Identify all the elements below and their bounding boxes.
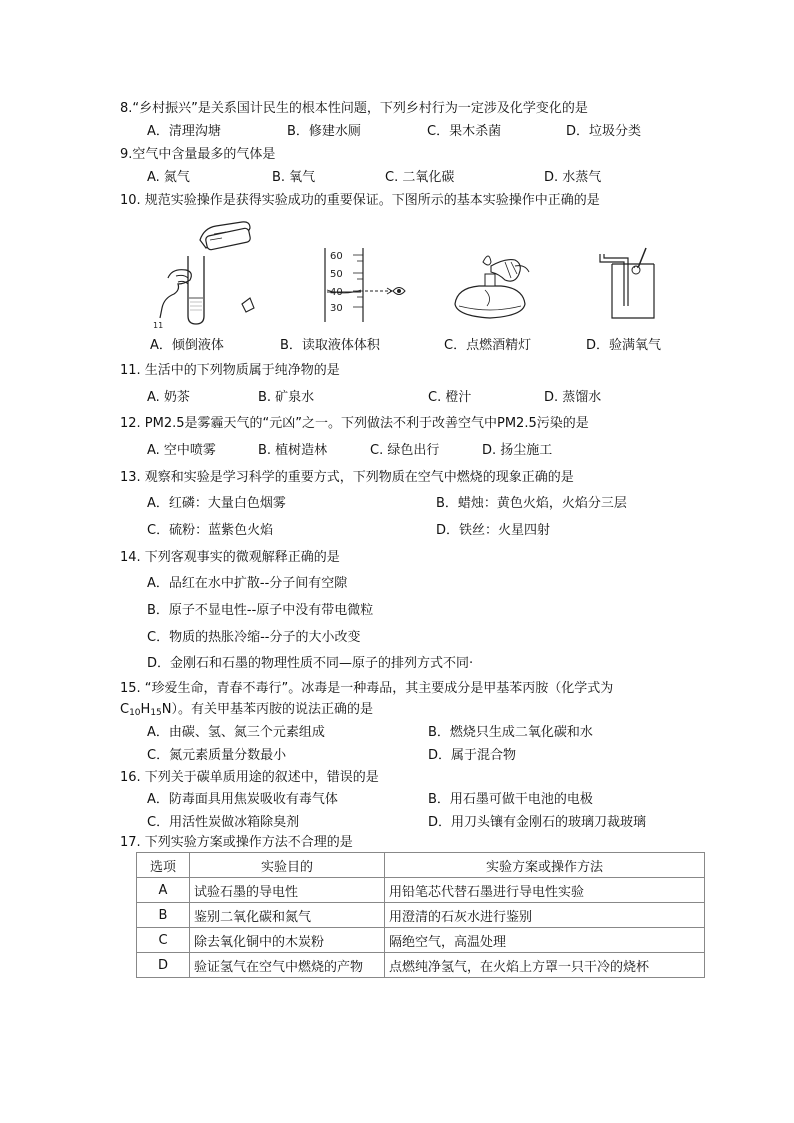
question-9-stem: 9.空气中含量最多的气体是 [120, 147, 276, 162]
q16-option-d: D．用刀头镶有金刚石的玻璃刀裁玻璃 [428, 815, 647, 830]
row-c-purpose: 除去氧化铜中的木炭粉 [190, 928, 385, 953]
scale-30: 30 [330, 303, 343, 314]
q15-option-b: B．燃烧只生成二氧化碳和水 [428, 725, 593, 740]
question-8-stem: 8.“乡村振兴”是关系国计民生的根本性问题，下列乡村行为一定涉及化学变化的是 [120, 101, 588, 116]
q11-option-b: B. 矿泉水 [258, 390, 315, 405]
question-14-stem: 14. 下列客观事实的微观解释正确的是 [120, 550, 340, 565]
question-13-stem: 13. 观察和实验是学习科学的重要方式，下列物质在空气中燃烧的现象正确的是 [120, 470, 574, 485]
row-d-purpose: 验证氢气在空气中燃烧的产物 [190, 953, 385, 978]
q8-option-d: D．垃圾分类 [566, 124, 642, 139]
experiment-table [136, 852, 705, 978]
formula-c-sub: 10 [129, 708, 141, 718]
formula-h-sub: 15 [150, 708, 162, 718]
scale-60: 60 [330, 251, 343, 262]
q10-option-b: B．读取液体体积 [280, 338, 380, 353]
question-17-stem: 17. 下列实验方案或操作方法不合理的是 [120, 835, 353, 850]
question-12-stem: 12. PM2.5是雾霾天气的“元凶”之一。下列做法不利于改善空气中PM2.5污染的是 [120, 416, 589, 431]
q16-option-a: A．防毒面具用焦炭吸收有毒气体 [147, 792, 338, 807]
row-a-option: A [137, 878, 190, 903]
q16-option-c: C．用活性炭做冰箱除臭剂 [147, 815, 300, 830]
row-d-option: D [137, 953, 190, 978]
q9-option-c: C. 二氧化碳 [385, 170, 455, 185]
q14-option-a: A．品红在水中扩散--分子间有空隙 [147, 576, 348, 591]
row-a-method: 用铅笔芯代替石墨进行导电性实验 [385, 878, 705, 903]
q11-option-d: D. 蒸馏水 [544, 390, 602, 405]
pour-liquid-figure [150, 218, 270, 330]
q13-option-d: D．铁丝：火星四射 [436, 523, 551, 538]
header-option: 选项 [137, 853, 190, 878]
q11-option-c: C. 橙汁 [428, 390, 472, 405]
header-purpose: 实验目的 [190, 853, 385, 878]
row-c-option: C [137, 928, 190, 953]
question-15-stem-rest: ）。有关甲基苯丙胺的说法正确的是 [171, 702, 374, 717]
q12-option-c: C. 绿色出行 [370, 443, 440, 458]
question-16-stem: 16. 下列关于碳单质用途的叙述中，错误的是 [120, 770, 379, 785]
table-row [137, 953, 705, 978]
q9-option-a: A. 氮气 [147, 170, 190, 185]
q13-option-b: B．蜡烛：黄色火焰，火焰分三层 [436, 496, 627, 511]
gas-bottle-figure [598, 246, 668, 322]
q10-option-a: A．倾倒液体 [150, 338, 224, 353]
row-a-purpose: 试验石墨的导电性 [190, 878, 385, 903]
q8-option-a: A．清理沟塘 [147, 124, 221, 139]
scale-50: 50 [330, 269, 343, 280]
q8-option-b: B．修建水厕 [287, 124, 361, 139]
row-c-method: 隔绝空气，高温处理 [385, 928, 705, 953]
q9-option-d: D. 水蒸气 [544, 170, 602, 185]
formula-h: H [140, 702, 151, 717]
table-row [137, 903, 705, 928]
q11-option-a: A. 奶茶 [147, 390, 190, 405]
alcohol-lamp-figure [445, 244, 545, 324]
question-15-stem-line2 [120, 702, 373, 721]
q13-option-a: A．红磷：大量白色烟雾 [147, 496, 286, 511]
row-b-option: B [137, 903, 190, 928]
q14-option-c: C．物质的热胀冷缩--分子的大小改变 [147, 630, 361, 645]
row-b-purpose: 鉴别二氧化碳和氮气 [190, 903, 385, 928]
figure-a-small-mark: 11 [153, 321, 164, 330]
table-row [137, 928, 705, 953]
question-15-stem-line1: 15. “珍爱生命，青春不毒行”。冰毒是一种毒品，其主要成分是甲基苯丙胺（化学式为 [120, 681, 614, 696]
q14-option-b: B．原子不显电性--原子中没有带电微粒 [147, 603, 374, 618]
scale-40: 40 [330, 287, 343, 298]
q15-option-a: A．由碳、氢、氮三个元素组成 [147, 725, 325, 740]
table-header-row [137, 853, 705, 878]
q15-option-d: D．属于混合物 [428, 748, 517, 763]
q15-option-c: C．氮元素质量分数最小 [147, 748, 287, 763]
q13-option-c: C．硫粉：蓝紫色火焰 [147, 523, 274, 538]
header-method: 实验方案或操作方法 [385, 853, 705, 878]
q14-option-d: D．金刚石和石墨的物理性质不同—原子的排列方式不同· [147, 656, 474, 671]
cylinder-reading-figure [315, 246, 415, 322]
q8-option-c: C．果木杀菌 [427, 124, 502, 139]
q16-option-b: B．用石墨可做干电池的电极 [428, 792, 593, 807]
row-b-method: 用澄清的石灰水进行鉴别 [385, 903, 705, 928]
table-row [137, 878, 705, 903]
row-d-method: 点燃纯净氢气，在火焰上方罩一只干冷的烧杯 [385, 953, 705, 978]
q10-option-d: D．验满氧气 [586, 338, 662, 353]
q12-option-b: B. 植树造林 [258, 443, 328, 458]
q12-option-a: A. 空中喷雾 [147, 443, 216, 458]
q12-option-d: D. 扬尘施工 [482, 443, 553, 458]
q10-option-c: C．点燃酒精灯 [444, 338, 532, 353]
question-11-stem: 11. 生活中的下列物质属于纯净物的是 [120, 363, 340, 378]
formula-n: N [161, 702, 172, 717]
q9-option-b: B. 氧气 [272, 170, 316, 185]
formula-c: C [120, 702, 130, 717]
question-10-stem: 10. 规范实验操作是获得实验成功的重要保证。下图所示的基本实验操作中正确的是 [120, 193, 600, 208]
